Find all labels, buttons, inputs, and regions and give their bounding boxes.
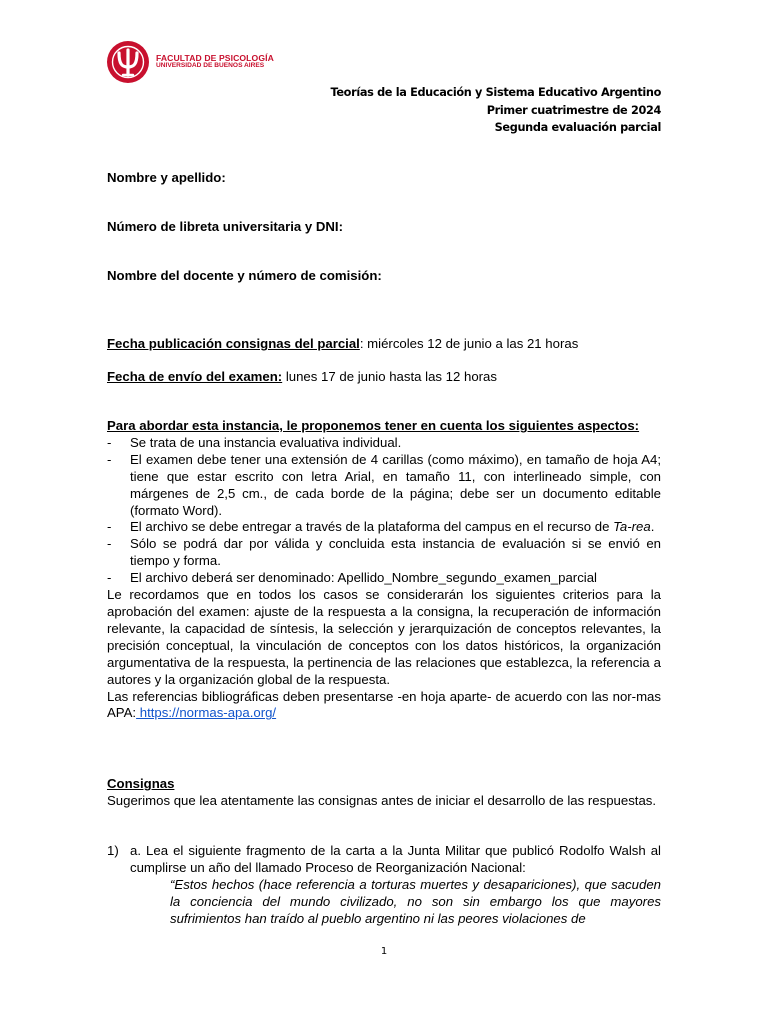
consignas-intro: Sugerimos que lea atentamente las consignas antes de iniciar el desarrollo de las respuestas. xyxy=(107,792,657,808)
course-title: Teorías de la Educación y Sistema Educativo Argentino xyxy=(330,86,661,99)
consignas-section xyxy=(107,776,661,810)
question-number: 1) xyxy=(107,843,119,858)
psi-emblem-icon xyxy=(106,40,150,84)
instructions-list xyxy=(107,435,661,587)
question-1 xyxy=(107,843,661,928)
tarea-resource-name: Ta-rea xyxy=(613,519,651,535)
teacher-field-label: Nombre del docente y número de comisión: xyxy=(107,268,382,283)
consignas-heading: Consignas xyxy=(107,776,175,791)
list-item: - El examen debe tener una extensión de 4 carillas (como máximo), en tamaño de hoja A4; tiene que estar escrito con letra Arial, en tamaño 11, con interlineado simple, con márgenes de 2,5 cm., de cada borde de la página; debe ser un documento editable (formato Word). xyxy=(107,451,661,518)
exam-title: Segunda evaluación parcial xyxy=(494,121,661,134)
walsh-quote: “Estos hechos (hace referencia a torturas muertes y desapariciones), que sacuden la conciencia del mundo civilizado, no son sin embargo los que mayores sufrimientos han traído al pueblo argentino ni las peores violaciones de xyxy=(170,876,661,926)
list-item: - El archivo deberá ser denominado: Apellido_Nombre_segundo_examen_parcial xyxy=(107,570,597,586)
instructions-section xyxy=(107,418,661,722)
instructions-heading: Para abordar esta instancia, le proponemos tener en cuenta los siguientes aspectos: xyxy=(107,418,640,433)
delivery-date-label: Fecha de envío del examen: xyxy=(107,369,283,384)
list-item: - El archivo se debe entregar a través de la plataforma del campus en el recurso de Ta-rea. xyxy=(107,519,655,535)
criteria-paragraph: Le recordamos que en todos los casos se considerarán los siguientes criterios para la aprobación del examen: ajuste de la respuesta a la consigna, la recuperación de información relevante, la capacidad de síntesis, la selección y jerarquización de conceptos relevantes, la precisión conceptual, la vinculación de conceptos con los datos históricos, la organización argumentativa de la respuesta, la pertinencia de las relaciones que establezca, la referencia a autores y la organización global de la respuesta. xyxy=(107,587,661,687)
course-term: Primer cuatrimestre de 2024 xyxy=(486,103,661,117)
name-field-label: Nombre y apellido: xyxy=(107,170,226,185)
references-paragraph: Las referencias bibliográficas deben presentarse -en hoja aparte- de acuerdo con las nor-mas APA: https://normas-apa.org/ xyxy=(107,688,661,721)
course-header xyxy=(331,84,661,137)
delivery-date-value: lunes 17 de junio hasta las 12 horas xyxy=(282,369,497,384)
apa-link[interactable]: https://normas-apa.org/ xyxy=(136,705,277,721)
question-1-prompt: 1) a. Lea el siguiente fragmento de la carta a la Junta Militar que publicó Rodolfo Walsh al cumplirse un año del llamado Proceso de Reorganización Nacional: xyxy=(107,843,661,875)
list-item: - Sólo se podrá dar por válida y concluida esta instancia de evaluación si se envió en tiempo y forma. xyxy=(107,536,661,569)
publication-date-value: : miércoles 12 de junio a las 21 horas xyxy=(359,336,579,351)
delivery-date xyxy=(107,369,497,384)
logo-university-name: UNIVERSIDAD DE BUENOS AIRES xyxy=(156,62,265,70)
faculty-logo xyxy=(106,40,274,84)
page-number: 1 xyxy=(380,946,388,957)
logo-faculty-name: FACULTAD DE PSICOLOGÍA xyxy=(156,53,274,64)
id-field-label: Número de libreta universitaria y DNI: xyxy=(107,219,343,234)
list-item: - Se trata de una instancia evaluativa individual. xyxy=(107,434,402,450)
publication-date-label: Fecha publicación consignas del parcial xyxy=(107,336,360,351)
logo-text xyxy=(156,54,274,70)
publication-date xyxy=(107,336,578,351)
